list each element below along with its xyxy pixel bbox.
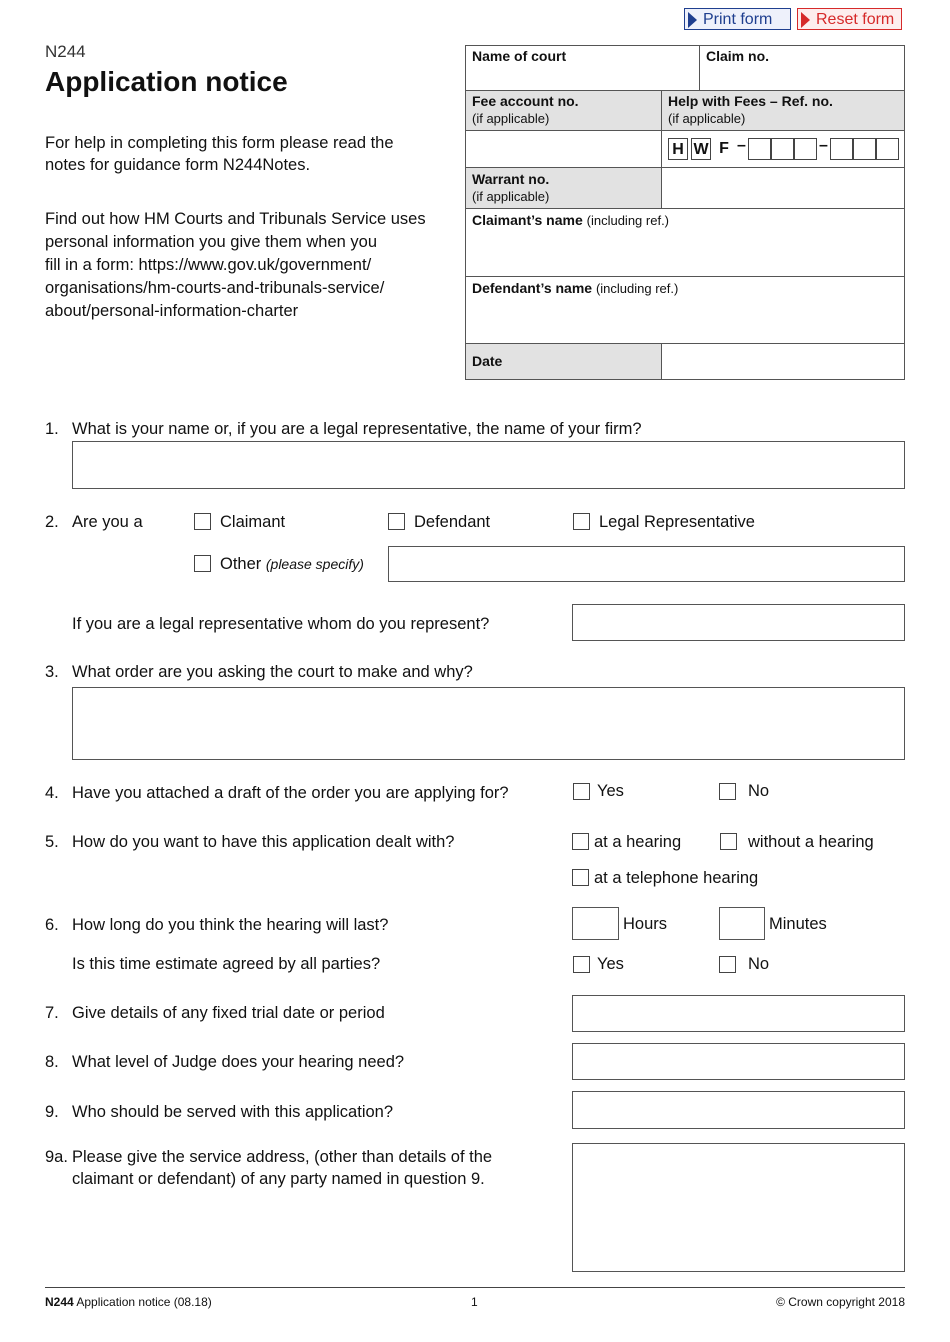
- legal-representative-option-label: Legal Representative: [599, 513, 755, 531]
- footer-copyright: © Crown copyright 2018: [776, 1295, 905, 1309]
- q9a-service-address-input[interactable]: [572, 1143, 905, 1272]
- claimant-option-label: Claimant: [220, 513, 286, 531]
- q1-number: 1.: [45, 420, 59, 438]
- hwf-letter-f: F: [719, 140, 729, 157]
- at-hearing-label: at a hearing: [594, 833, 682, 851]
- other-checkbox[interactable]: [194, 555, 211, 572]
- warrant-label: Warrant no.: [472, 171, 550, 187]
- privacy-line-3: fill in a form: https://www.gov.uk/government/: [45, 256, 372, 274]
- q6-text: How long do you think the hearing will last?: [72, 916, 389, 934]
- help-with-fees-label: Help with Fees – Ref. no.: [668, 93, 833, 109]
- help-text-line-1: For help in completing this form please read the: [45, 134, 394, 152]
- form-code: N244: [45, 42, 86, 61]
- telephone-hearing-label: at a telephone hearing: [594, 869, 759, 887]
- hwf-letter-h: H: [668, 138, 688, 160]
- without-hearing-checkbox[interactable]: [720, 833, 737, 850]
- claimant-checkbox[interactable]: [194, 513, 211, 530]
- q4-no-checkbox[interactable]: [719, 783, 736, 800]
- q3-number: 3.: [45, 663, 59, 681]
- help-text-line-2: notes for guidance form N244Notes.: [45, 156, 311, 174]
- q9a-text-line-1: Please give the service address, (other than details of the: [72, 1148, 493, 1166]
- q1-text: What is your name or, if you are a legal representative, the name of your firm?: [72, 420, 642, 438]
- without-hearing-label: without a hearing: [748, 833, 874, 851]
- q8-text: What level of Judge does your hearing need?: [72, 1053, 405, 1071]
- q9-number: 9.: [45, 1103, 59, 1121]
- defendant-checkbox[interactable]: [388, 513, 405, 530]
- reset-form-button[interactable]: [797, 8, 902, 30]
- hwf-ref-cell-3[interactable]: [794, 138, 817, 160]
- privacy-line-5: about/personal-information-charter: [45, 302, 299, 320]
- q9a-number: 9a.: [45, 1148, 68, 1166]
- footer-page-number: 1: [471, 1295, 478, 1309]
- defendant-name-label: [472, 280, 678, 296]
- q6b-text: Is this time estimate agreed by all parties?: [72, 955, 381, 973]
- q6-no-checkbox[interactable]: [719, 956, 736, 973]
- q6-number: 6.: [45, 916, 59, 934]
- other-specify-hint: (please specify): [265, 556, 364, 572]
- page-title: Application notice: [45, 66, 288, 97]
- footer-form-ref: [45, 1295, 212, 1309]
- q5-number: 5.: [45, 833, 59, 851]
- hwf-ref-cell-5[interactable]: [853, 138, 876, 160]
- print-arrow-icon: [688, 12, 697, 28]
- hwf-dash-1: –: [737, 137, 746, 154]
- warrant-sublabel: (if applicable): [472, 189, 550, 204]
- claimant-name-sublabel: (including ref.): [586, 213, 670, 228]
- q6-yes-checkbox[interactable]: [573, 956, 590, 973]
- hwf-letter-w: W: [691, 138, 711, 160]
- footer-divider: [45, 1287, 905, 1288]
- hwf-dash-2: –: [819, 137, 828, 154]
- date-label: Date: [472, 353, 503, 369]
- other-specify-input[interactable]: [388, 546, 905, 582]
- fee-account-sublabel: (if applicable): [472, 111, 550, 126]
- q8-number: 8.: [45, 1053, 59, 1071]
- telephone-hearing-checkbox[interactable]: [572, 869, 589, 886]
- q4-no-label: No: [748, 782, 770, 800]
- fee-account-label: Fee account no.: [472, 93, 579, 109]
- q7-number: 7.: [45, 1004, 59, 1022]
- claim-no-label: Claim no.: [706, 48, 770, 64]
- defendant-option-label: Defendant: [414, 513, 491, 531]
- other-option-label: [220, 553, 364, 575]
- hours-input[interactable]: [572, 907, 619, 940]
- q9-served-input[interactable]: [572, 1091, 905, 1129]
- at-hearing-checkbox[interactable]: [572, 833, 589, 850]
- hwf-ref-cell-1[interactable]: [748, 138, 771, 160]
- q6-no-label: No: [748, 955, 770, 973]
- print-form-label: Print form: [703, 11, 773, 28]
- other-option-text: Other: [220, 555, 262, 573]
- print-form-button[interactable]: [684, 8, 791, 30]
- footer-code: N244: [45, 1295, 74, 1309]
- claimant-name-label: [472, 212, 669, 228]
- q2-text: Are you a: [72, 513, 143, 531]
- q9a-text-line-2: claimant or defendant) of any party named in question 9.: [72, 1170, 485, 1188]
- hwf-ref-cell-2[interactable]: [771, 138, 794, 160]
- fee-account-input[interactable]: [466, 131, 662, 168]
- q2-represent-text: If you are a legal representative whom do you represent?: [72, 615, 490, 633]
- q8-judge-level-input[interactable]: [572, 1043, 905, 1080]
- defendant-name-label-text: Defendant’s name: [472, 280, 593, 296]
- warrant-input[interactable]: [662, 168, 904, 209]
- legal-representative-checkbox[interactable]: [573, 513, 590, 530]
- claimant-name-label-text: Claimant’s name: [472, 212, 583, 228]
- q4-number: 4.: [45, 784, 59, 802]
- help-with-fees-sublabel: (if applicable): [668, 111, 746, 126]
- q2-number: 2.: [45, 513, 59, 531]
- q9-text: Who should be served with this application?: [72, 1103, 394, 1121]
- reset-form-label: Reset form: [816, 11, 895, 28]
- q1-name-input[interactable]: [72, 441, 905, 489]
- privacy-line-2: personal information you give them when you: [45, 233, 378, 251]
- hwf-ref-cell-4[interactable]: [830, 138, 853, 160]
- footer-desc: Application notice (08.18): [76, 1295, 212, 1309]
- q7-trial-date-input[interactable]: [572, 995, 905, 1032]
- minutes-input[interactable]: [719, 907, 765, 940]
- privacy-line-1: Find out how HM Courts and Tribunals Service uses: [45, 210, 426, 228]
- defendant-name-sublabel: (including ref.): [595, 281, 679, 296]
- privacy-line-4: organisations/hm-courts-and-tribunals-service/: [45, 279, 385, 297]
- minutes-label: Minutes: [769, 915, 827, 933]
- q3-text: What order are you asking the court to make and why?: [72, 663, 473, 681]
- represent-input[interactable]: [572, 604, 905, 641]
- q4-yes-label: Yes: [597, 782, 624, 800]
- hwf-ref-cell-6[interactable]: [876, 138, 899, 160]
- q3-order-input[interactable]: [72, 687, 905, 760]
- q4-yes-checkbox[interactable]: [573, 783, 590, 800]
- reset-arrow-icon: [801, 12, 810, 28]
- date-input[interactable]: [662, 344, 904, 379]
- q4-text: Have you attached a draft of the order you are applying for?: [72, 784, 509, 802]
- q7-text: Give details of any fixed trial date or period: [72, 1004, 385, 1022]
- hours-label: Hours: [623, 915, 668, 933]
- name-of-court-label: Name of court: [472, 48, 567, 64]
- q6-yes-label: Yes: [597, 955, 624, 973]
- q5-text: How do you want to have this application dealt with?: [72, 833, 455, 851]
